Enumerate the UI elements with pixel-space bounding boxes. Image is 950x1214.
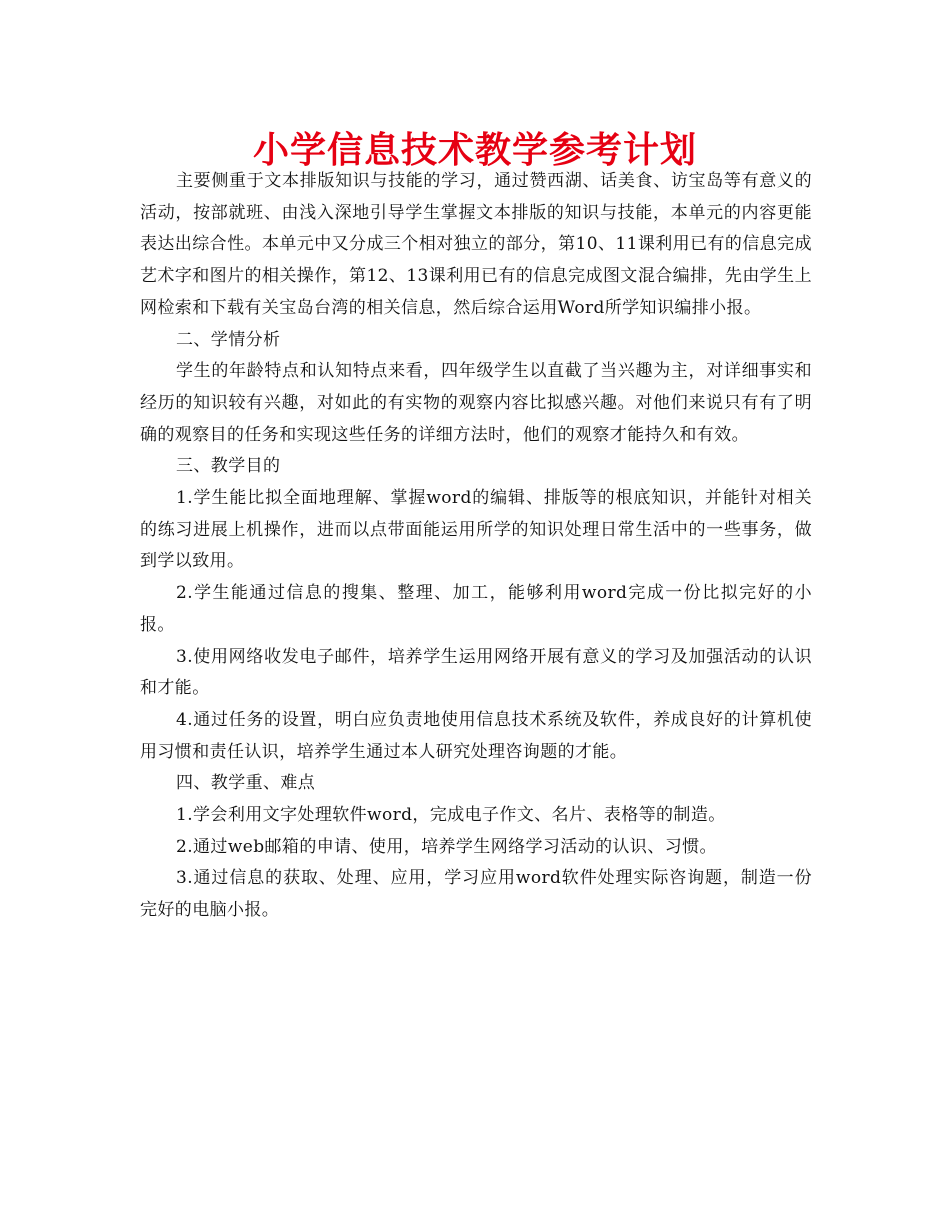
paragraph-key-point-1: 1.学会利用文字处理软件word，完成电子作文、名片、表格等的制造。 [176, 805, 726, 826]
paragraph-intro: 主要侧重于文本排版知识与技能的学习，通过赞西湖、话美食、访宝岛等有意义的活动，按部就班、由浅入深地引导学生掌握文本排版的知识与技能，本单元的内容更能表达出综合性。本单元中又分成三个相对独立的部分，第10、11课利用已有的信息完成艺术字和图片的相关操作，第12、13课利用已有的信息完成图文混合编排，先由学生上网检索和下载有关宝岛台湾的相关信息，然后综合运用Word所学知识编排小报。 [140, 171, 812, 318]
paragraph-key-point-2: 2.通过web邮箱的申请、使用，培养学生网络学习活动的认识、习惯。 [176, 836, 717, 857]
paragraph-goal-3: 3.使用网络收发电子邮件，培养学生运用网络开展有意义的学习及加强活动的认识和才能。 [140, 646, 812, 699]
paragraph-goal-1: 1.学生能比拟全面地理解、掌握word的编辑、排版等的根底知识，并能针对相关的练习进展上机操作，进而以点带面能运用所学的知识处理日常生活中的一些事务，做到学以致用。 [140, 488, 812, 572]
paragraph-learning-analysis: 学生的年龄特点和认知特点来看，四年级学生以直截了当兴趣为主，对详细事实和经历的知识较有兴趣，对如此的有实物的观察内容比拟感兴趣。对他们来说只有有了明确的观察目的任务和实现这些任务的详细方法时，他们的观察才能持久和有效。 [140, 361, 812, 445]
section-heading-learning-analysis: 二、学情分析 [176, 329, 281, 350]
section-heading-teaching-goals: 三、教学目的 [176, 456, 281, 477]
document-title: 小学信息技术教学参考计划 [252, 130, 697, 171]
paragraph-goal-2: 2.学生能通过信息的搜集、整理、加工，能够利用word完成一份比拟完好的小报。 [140, 583, 812, 635]
document-body [140, 166, 812, 927]
paragraph-goal-4: 4.通过任务的设置，明白应负责地使用信息技术系统及软件，养成良好的计算机使用习惯和责任认识，培养学生通过本人研究处理咨询题的才能。 [140, 709, 812, 762]
paragraph-key-point-3: 3.通过信息的获取、处理、应用，学习应用word软件处理实际咨询题，制造一份完好的电脑小报。 [140, 868, 812, 921]
section-heading-key-points: 四、教学重、难点 [176, 773, 316, 794]
